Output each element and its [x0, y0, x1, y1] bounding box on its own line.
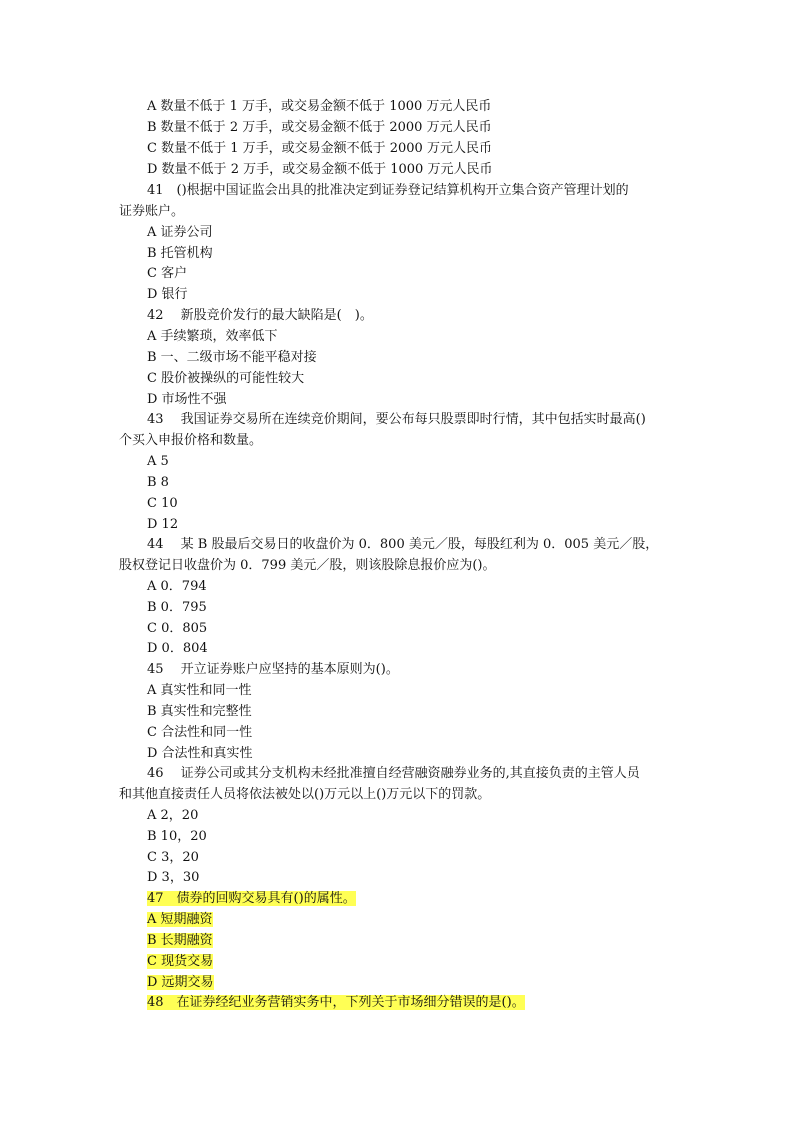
q48-stem-text: 在证券经纪业务营销实务中，下列关于市场细分错误的是()。	[163, 995, 525, 1010]
q43-option-d: D 12	[147, 517, 179, 532]
q46-option-a: A 2，20	[147, 808, 199, 823]
q42-option-b: B 一、二级市场不能平稳对接	[147, 350, 317, 365]
q41-option-a: A 证券公司	[147, 225, 213, 240]
q42-option-c: C 股价被操纵的可能性较大	[147, 371, 305, 386]
q44-option-d: D 0．804	[147, 641, 208, 656]
q42-stem: 42 新股竞价发行的最大缺陷是( )。	[147, 308, 373, 323]
q43-option-a: A 5	[147, 454, 169, 469]
q47-option-c-text: C 现货交易	[147, 954, 214, 969]
q41-option-d: D 银行	[147, 287, 188, 302]
q47-option-a	[147, 910, 213, 931]
q48-stem	[147, 993, 525, 1014]
q47-option-d-text: D 远期交易	[147, 975, 214, 990]
q45-option-c: C 合法性和同一性	[147, 725, 253, 740]
q46-option-b: B 10，20	[147, 829, 207, 844]
q48-number: 48	[147, 995, 164, 1010]
q47-stem-text: 债券的回购交易具有()的属性。	[163, 891, 356, 906]
q47-option-b-text: B 长期融资	[147, 933, 213, 948]
q44-stem-line1: 44 某 B 股最后交易日的收盘价为 0．800 美元／股，每股红利为 0．005 美元／股，	[147, 537, 659, 552]
q47-option-b	[147, 931, 213, 952]
q42-option-a: A 手续繁琐，效率低下	[147, 329, 278, 344]
q46-stem-line1: 46 证券公司或其分支机构未经批准擅自经营融资融券业务的,其直接负责的主管人员	[147, 766, 640, 781]
q42-option-d: D 市场性不强	[147, 392, 227, 407]
q47-stem	[147, 889, 356, 910]
q47-option-d	[147, 973, 214, 994]
q40-option-a: A 数量不低于 1 万手，或交易金额不低于 1000 万元人民币	[147, 99, 492, 114]
q41-stem-line2: 证券账户。	[119, 204, 185, 219]
q43-option-b: B 8	[147, 475, 169, 490]
q44-option-b: B 0．795	[147, 600, 207, 615]
q40-option-c: C 数量不低于 1 万手，或交易金额不低于 2000 万元人民币	[147, 141, 492, 156]
q44-stem-line2: 股权登记日收盘价为 0．799 美元／股，则该股除息报价应为()。	[119, 558, 496, 573]
q47-option-c	[147, 952, 213, 973]
q45-option-d: D 合法性和真实性	[147, 746, 253, 761]
q40-option-d: D 数量不低于 2 万手，或交易金额不低于 1000 万元人民币	[147, 162, 493, 177]
q47-option-a-text: A 短期融资	[147, 912, 213, 927]
q44-option-c: C 0．805	[147, 621, 208, 636]
q41-option-c: C 客户	[147, 266, 188, 281]
q45-stem: 45 开立证券账户应坚持的基本原则为()。	[147, 662, 399, 677]
q43-stem-line2: 个买入申报价格和数量。	[119, 433, 263, 448]
q40-option-b: B 数量不低于 2 万手，或交易金额不低于 2000 万元人民币	[147, 120, 492, 135]
q45-option-a: A 真实性和同一性	[147, 683, 252, 698]
q44-option-a: A 0．794	[147, 579, 207, 594]
q46-option-c: C 3，20	[147, 850, 199, 865]
q43-option-c: C 10	[147, 496, 178, 511]
q45-option-b: B 真实性和完整性	[147, 704, 252, 719]
q41-stem-line1: 41 ()根据中国证监会出具的批准决定到证券登记结算机构开立集合资产管理计划的	[147, 183, 629, 198]
q47-number: 47	[147, 891, 164, 906]
q46-stem-line2: 和其他直接责任人员将依法被处以()万元以上()万元以下的罚款。	[119, 787, 491, 802]
q46-option-d: D 3，30	[147, 870, 200, 885]
q43-stem-line1: 43 我国证券交易所在连续竞价期间，要公布每只股票即时行情，其中包括实时最高()	[147, 412, 646, 427]
q41-option-b: B 托管机构	[147, 246, 213, 261]
